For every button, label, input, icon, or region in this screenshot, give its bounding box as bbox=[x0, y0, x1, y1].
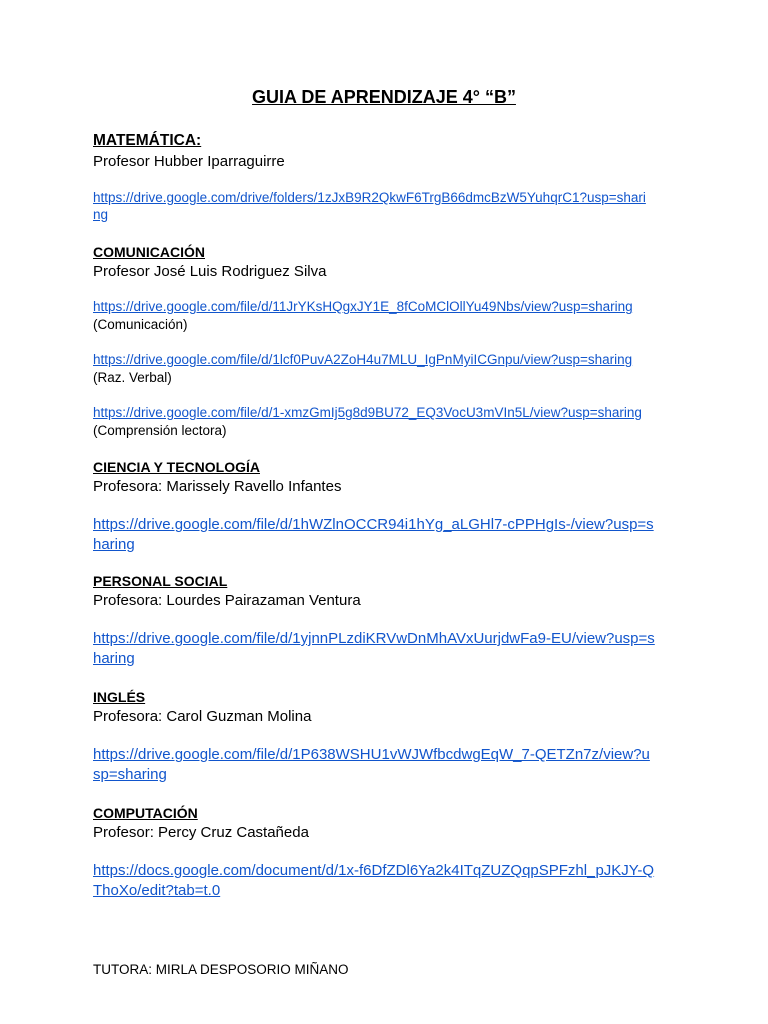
teacher-personal-social: Profesora: Lourdes Pairazaman Ventura bbox=[93, 592, 361, 609]
section-heading-ingles: INGLÉS bbox=[93, 689, 146, 705]
link-ingles-line2[interactable]: sp=sharing bbox=[93, 766, 167, 783]
link-comprension-lectora[interactable]: https://drive.google.com/file/d/1-xmzGmIj5g8d9BU72_EQ3VocU3mVIn5L/view?usp=sharing bbox=[93, 405, 642, 420]
teacher-computacion: Profesor: Percy Cruz Castañeda bbox=[93, 824, 309, 841]
section-heading-personal-social: PERSONAL SOCIAL bbox=[93, 573, 228, 589]
teacher-ciencia-tecnologia: Profesora: Marissely Ravello Infantes bbox=[93, 478, 342, 495]
link-raz-verbal[interactable]: https://drive.google.com/file/d/1lcf0PuvA2ZoH4u7MLU_IgPnMyiICGnpu/view?usp=sharing bbox=[93, 352, 633, 367]
link-computacion-line2[interactable]: ThoXo/edit?tab=t.0 bbox=[93, 882, 221, 899]
section-heading-ciencia-tecnologia: CIENCIA Y TECNOLOGÍA bbox=[93, 459, 260, 475]
link-personal-social-line2[interactable]: haring bbox=[93, 650, 135, 667]
link-ciencia-line1[interactable]: https://drive.google.com/file/d/1hWZlnOCCR94i1hYg_aLGHl7-cPPHgIs-/view?usp=s bbox=[93, 516, 654, 533]
link-note-raz-verbal: (Raz. Verbal) bbox=[93, 370, 172, 385]
tutor-footer: TUTORA: MIRLA DESPOSORIO MIÑANO bbox=[93, 962, 349, 977]
teacher-comunicacion: Profesor José Luis Rodriguez Silva bbox=[93, 263, 327, 280]
document-title: GUIA DE APRENDIZAJE 4° “B” bbox=[252, 87, 516, 107]
link-matematica-line2[interactable]: ng bbox=[93, 207, 109, 222]
link-personal-social-line1[interactable]: https://drive.google.com/file/d/1yjnnPLzdiKRVwDnMhAVxUurjdwFa9-EU/view?usp=s bbox=[93, 630, 655, 647]
section-heading-computacion: COMPUTACIÓN bbox=[93, 805, 198, 821]
link-ingles-line1[interactable]: https://drive.google.com/file/d/1P638WSHU1vWJWfbcdwgEqW_7-QETZn7z/view?u bbox=[93, 746, 650, 763]
section-heading-comunicacion: COMUNICACIÓN bbox=[93, 244, 205, 260]
link-note-comprension-lectora: (Comprensión lectora) bbox=[93, 423, 227, 438]
teacher-ingles: Profesora: Carol Guzman Molina bbox=[93, 708, 312, 725]
link-computacion-line1[interactable]: https://docs.google.com/document/d/1x-f6DfZDl6Ya2k4ITqZUZQqpSPFzhl_pJKJY-Q bbox=[93, 862, 655, 879]
teacher-matematica: Profesor Hubber Iparraguirre bbox=[93, 153, 285, 170]
link-ciencia-line2[interactable]: haring bbox=[93, 536, 135, 553]
link-matematica-line1[interactable]: https://drive.google.com/drive/folders/1zJxB9R2QkwF6TrgB66dmcBzW5YuhqrC1?usp=shari bbox=[93, 190, 646, 205]
link-comunicacion[interactable]: https://drive.google.com/file/d/11JrYKsHQgxJY1E_8fCoMClOllYu49Nbs/view?usp=sharing bbox=[93, 299, 633, 314]
link-note-comunicacion: (Comunicación) bbox=[93, 317, 188, 332]
section-heading-matematica: MATEMÁTICA: bbox=[93, 132, 202, 149]
